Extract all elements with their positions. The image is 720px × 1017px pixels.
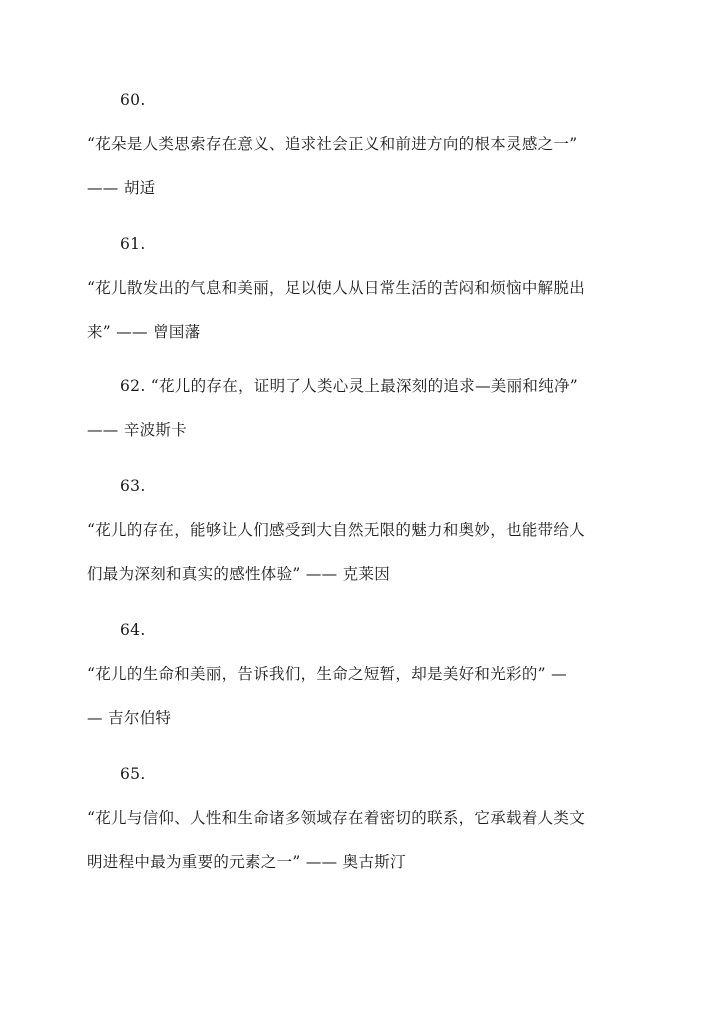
quote-line: 明进程中最为重要的元素之一” —— 奥古斯汀 <box>87 853 406 871</box>
item-number: 61. <box>120 235 146 253</box>
item-number: 63. <box>120 477 146 495</box>
quote-attribution: — 吉尔伯特 <box>87 709 172 727</box>
item-number: 65. <box>120 765 146 783</box>
item-number: 60. <box>120 91 146 109</box>
quote-line: “花儿散发出的气息和美丽，足以使人从日常生活的苦闷和烦恼中解脱出 <box>87 279 586 297</box>
quote-attribution: —— 胡适 <box>87 179 156 197</box>
quote-line: 们最为深刻和真实的感性体验” —— 克莱因 <box>87 565 391 583</box>
quote-line: 来” —— 曾国藩 <box>87 323 201 341</box>
quote-attribution: —— 辛波斯卡 <box>87 421 188 439</box>
quote-line: “花儿与信仰、人性和生命诸多领域存在着密切的联系，它承载着人类文 <box>87 809 586 827</box>
quote-line: “花朵是人类思索存在意义、追求社会正义和前进方向的根本灵感之一” <box>87 135 578 153</box>
item-number-with-quote: 62. “花儿的存在，证明了人类心灵上最深刻的追求—美丽和纯净” <box>120 377 579 395</box>
quote-line: “花儿的存在，能够让人们感受到大自然无限的魅力和奥妙，也能带给人 <box>87 521 586 539</box>
quote-line: “花儿的生命和美丽，告诉我们，生命之短暂，却是美好和光彩的” — <box>87 665 567 683</box>
item-number: 64. <box>120 621 146 639</box>
